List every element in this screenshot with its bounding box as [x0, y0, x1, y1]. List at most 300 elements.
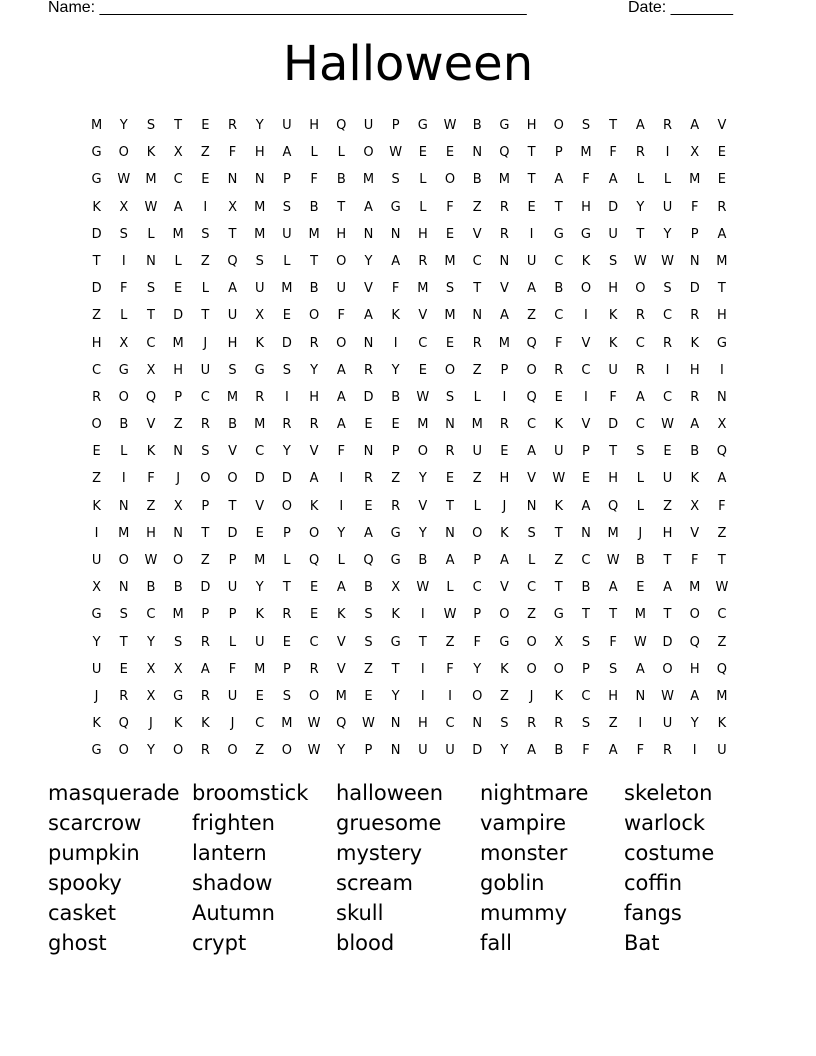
grid-letter: N — [472, 145, 483, 161]
grid-letter: R — [282, 417, 292, 433]
grid-letter: V — [717, 118, 727, 133]
word-bank-item: Bat — [624, 931, 660, 955]
grid-letter: R — [92, 389, 102, 405]
grid-letter: A — [173, 199, 183, 215]
grid-letter: X — [119, 199, 129, 215]
grid-letter: Y — [255, 580, 264, 596]
grid-letter: Z — [200, 253, 210, 269]
grid-letter: L — [337, 145, 345, 161]
grid-letter: V — [472, 226, 482, 242]
grid-letter: Z — [527, 308, 537, 324]
grid-letter: Z — [391, 471, 401, 487]
grid-letter: Q — [363, 553, 374, 568]
grid-letter: V — [499, 580, 509, 596]
grid-letter: V — [527, 471, 537, 487]
grid-letter: E — [581, 471, 591, 487]
grid-letter: H — [526, 118, 537, 133]
grid-letter: I — [584, 308, 588, 324]
grid-letter: Y — [255, 118, 264, 133]
grid-letter: E — [255, 688, 264, 704]
word-bank-item: ghost — [48, 931, 107, 955]
grid-letter: F — [609, 145, 617, 161]
grid-letter: M — [498, 172, 511, 188]
grid-letter: X — [690, 145, 700, 161]
grid-letter: N — [227, 172, 238, 188]
grid-letter: L — [310, 145, 318, 161]
grid-letter: U — [608, 226, 618, 242]
grid-letter: R — [309, 417, 319, 433]
grid-letter: T — [174, 118, 183, 133]
grid-letter: X — [92, 580, 102, 596]
grid-letter: B — [581, 580, 591, 596]
grid-letter: Z — [92, 308, 102, 324]
grid-letter: Z — [92, 471, 102, 487]
grid-letter: W — [117, 172, 131, 188]
word-bank-item: nightmare — [480, 781, 589, 805]
grid-letter: S — [609, 661, 618, 677]
grid-letter: E — [527, 199, 536, 215]
grid-letter: A — [391, 253, 401, 269]
grid-letter: H — [417, 226, 428, 242]
word-bank-item: Autumn — [192, 901, 275, 925]
grid-letter: O — [526, 362, 537, 378]
grid-letter: I — [448, 688, 452, 704]
grid-letter: K — [146, 444, 156, 460]
word-bank-item: scream — [336, 871, 413, 895]
grid-letter: K — [173, 716, 183, 732]
grid-letter: H — [227, 335, 238, 351]
grid-letter: H — [254, 145, 265, 161]
grid-letter: C — [581, 688, 591, 704]
grid-letter: S — [174, 634, 183, 650]
grid-letter: O — [281, 498, 293, 514]
grid-letter: R — [363, 362, 373, 378]
grid-letter: U — [472, 444, 482, 460]
grid-letter: P — [473, 553, 482, 568]
grid-letter: O — [336, 253, 347, 269]
grid-letter: Q — [526, 335, 537, 351]
grid-letter: N — [689, 253, 700, 269]
grid-letter: X — [146, 362, 156, 378]
grid-letter: U — [336, 281, 347, 297]
grid-letter: G — [254, 362, 265, 378]
grid-letter: L — [419, 172, 427, 188]
grid-letter: A — [635, 118, 645, 133]
grid-letter: P — [582, 444, 590, 460]
grid-letter: N — [445, 417, 455, 433]
grid-letter: K — [146, 145, 156, 161]
grid-letter: H — [608, 281, 619, 297]
grid-letter: M — [417, 281, 429, 297]
grid-letter: N — [499, 253, 510, 269]
grid-letter: I — [692, 743, 697, 759]
grid-letter: G — [91, 145, 102, 161]
grid-letter: M — [689, 172, 701, 188]
word-bank-item: costume — [624, 841, 715, 865]
grid-letter: R — [472, 335, 482, 351]
grid-letter: G — [499, 118, 510, 133]
grid-letter: B — [228, 417, 237, 433]
grid-letter: V — [418, 498, 428, 514]
grid-letter: R — [445, 444, 455, 460]
grid-letter: K — [500, 661, 509, 677]
grid-letter: C — [554, 253, 564, 269]
grid-letter: G — [499, 634, 510, 650]
grid-letter: E — [554, 389, 563, 405]
grid-letter: A — [228, 281, 237, 297]
grid-letter: E — [636, 580, 645, 596]
word-bank-item: spooky — [48, 871, 122, 895]
grid-letter: A — [581, 498, 591, 514]
grid-letter: R — [499, 417, 509, 433]
grid-letter: N — [472, 716, 483, 732]
word-bank-item: blood — [336, 931, 395, 955]
grid-letter: S — [282, 362, 292, 378]
grid-letter: T — [609, 607, 618, 623]
word-bank-item: shadow — [192, 871, 273, 895]
grid-letter: E — [201, 172, 210, 188]
grid-letter: R — [690, 308, 700, 324]
grid-letter: P — [391, 118, 400, 133]
grid-letter: O — [580, 281, 592, 297]
grid-letter: F — [446, 661, 454, 677]
grid-letter: V — [309, 444, 319, 460]
grid-letter: Y — [391, 688, 400, 704]
grid-letter: C — [146, 607, 156, 623]
grid-letter: W — [443, 607, 457, 623]
grid-letter: Y — [418, 471, 427, 487]
grid-letter: G — [118, 362, 129, 378]
grid-letter: R — [200, 688, 210, 704]
grid-letter: V — [255, 498, 265, 514]
grid-letter: N — [363, 335, 374, 351]
grid-letter: G — [580, 226, 591, 242]
grid-letter: O — [118, 145, 129, 161]
grid-letter: E — [391, 417, 400, 433]
grid-letter: L — [473, 389, 481, 405]
grid-letter: E — [309, 607, 319, 623]
grid-letter: G — [91, 172, 102, 188]
header — [48, 0, 740, 20]
grid-letter: B — [119, 417, 129, 433]
grid-letter: G — [553, 226, 564, 242]
grid-letter: R — [499, 226, 509, 242]
grid-letter: W — [661, 688, 674, 704]
grid-letter: R — [717, 199, 727, 215]
word-bank-item: fangs — [624, 901, 682, 925]
grid-letter: U — [227, 308, 238, 324]
grid-letter: P — [201, 498, 210, 514]
grid-letter: F — [310, 172, 318, 188]
grid-letter: S — [282, 688, 292, 704]
grid-letter: D — [363, 389, 374, 405]
grid-letter: M — [281, 716, 293, 732]
grid-letter: B — [635, 553, 645, 568]
grid-letter: M — [145, 172, 157, 188]
grid-letter: U — [91, 553, 102, 568]
grid-letter: T — [391, 661, 400, 677]
grid-letter: U — [608, 362, 618, 378]
word-bank-item: goblin — [480, 871, 545, 895]
grid-letter: D — [608, 417, 619, 433]
grid-letter: I — [121, 253, 126, 269]
word-bank-item: lantern — [192, 841, 267, 865]
grid-letter: L — [527, 553, 536, 568]
grid-letter: K — [581, 253, 591, 269]
grid-letter: N — [363, 226, 374, 242]
grid-letter: J — [529, 688, 534, 704]
word-bank-item: frighten — [192, 811, 275, 835]
grid-letter: M — [580, 145, 592, 161]
grid-letter: Z — [200, 553, 210, 568]
grid-letter: O — [308, 308, 320, 324]
grid-letter: W — [443, 118, 457, 133]
grid-letter: P — [282, 172, 291, 188]
grid-letter: F — [446, 199, 454, 215]
grid-letter: E — [717, 145, 727, 161]
grid-letter: T — [717, 553, 726, 568]
grid-letter: I — [638, 716, 643, 732]
word-bank-item: masquerade — [48, 781, 180, 805]
grid-letter: R — [527, 716, 537, 732]
grid-letter: H — [608, 471, 619, 487]
grid-letter: G — [173, 688, 184, 704]
grid-letter: L — [120, 444, 128, 460]
grid-letter: P — [228, 553, 237, 568]
grid-letter: M — [362, 172, 375, 188]
grid-letter: L — [283, 553, 291, 568]
grid-letter: X — [173, 498, 183, 514]
grid-letter: M — [254, 417, 266, 433]
grid-letter: I — [94, 525, 99, 541]
grid-letter: L — [201, 281, 209, 297]
grid-letter: O — [553, 118, 564, 133]
grid-letter: H — [689, 362, 700, 378]
grid-letter: S — [228, 362, 237, 378]
grid-letter: A — [554, 172, 564, 188]
grid-letter: U — [254, 634, 265, 650]
grid-letter: V — [499, 281, 509, 297]
grid-letter: O — [553, 661, 564, 677]
grid-letter: D — [200, 580, 211, 596]
grid-letter: T — [310, 253, 319, 269]
grid-letter: F — [690, 199, 699, 215]
grid-letter: Y — [418, 525, 427, 541]
grid-letter: A — [364, 525, 373, 541]
grid-letter: O — [444, 172, 456, 188]
grid-letter: R — [554, 716, 564, 732]
grid-letter: L — [419, 199, 427, 215]
grid-letter: A — [499, 308, 509, 324]
grid-letter: M — [172, 607, 184, 623]
grid-letter: L — [174, 253, 182, 269]
grid-letter: T — [663, 553, 672, 568]
grid-letter: A — [717, 226, 727, 242]
grid-letter: M — [254, 553, 266, 568]
grid-letter: B — [173, 580, 183, 596]
grid-letter: A — [364, 308, 373, 324]
grid-letter: M — [607, 525, 619, 541]
word-bank-item: skull — [336, 901, 384, 925]
grid-letter: E — [418, 145, 427, 161]
grid-letter: N — [390, 743, 401, 759]
grid-letter: M — [498, 335, 511, 351]
grid-letter: O — [227, 743, 238, 759]
grid-letter: S — [663, 281, 672, 297]
grid-letter: O — [118, 389, 129, 405]
grid-letter: Q — [336, 716, 347, 732]
grid-letter: E — [201, 118, 210, 133]
grid-letter: C — [255, 444, 265, 460]
grid-letter: I — [502, 389, 507, 405]
grid-letter: A — [635, 661, 645, 677]
grid-letter: A — [445, 553, 455, 568]
grid-letter: M — [335, 688, 347, 704]
grid-letter: H — [689, 661, 700, 677]
grid-letter: T — [228, 498, 237, 514]
grid-letter: L — [636, 172, 644, 188]
grid-letter: F — [609, 634, 617, 650]
grid-letter: S — [581, 118, 591, 133]
grid-letter: O — [526, 634, 537, 650]
grid-letter: A — [282, 145, 292, 161]
grid-letter: A — [527, 444, 537, 460]
grid-letter: X — [717, 417, 727, 433]
grid-letter: Q — [227, 253, 238, 269]
grid-letter: U — [445, 743, 455, 759]
grid-letter: Q — [689, 634, 700, 650]
grid-letter: H — [336, 226, 347, 242]
grid-letter: H — [91, 335, 102, 351]
grid-letter: F — [337, 444, 346, 460]
grid-letter: L — [228, 634, 237, 650]
grid-letter: Q — [499, 145, 510, 161]
grid-letter: C — [717, 607, 727, 623]
grid-letter: U — [418, 743, 428, 759]
grid-letter: F — [228, 661, 237, 677]
grid-letter: G — [390, 199, 401, 215]
grid-letter: H — [581, 199, 591, 215]
grid-letter: O — [444, 362, 456, 378]
grid-letter: I — [420, 607, 425, 623]
grid-letter: E — [119, 661, 128, 677]
grid-letter: N — [717, 389, 727, 405]
grid-letter: R — [391, 498, 401, 514]
grid-letter: C — [527, 417, 537, 433]
grid-letter: O — [118, 553, 129, 568]
grid-letter: A — [364, 199, 373, 215]
grid-letter: M — [716, 253, 728, 269]
grid-letter: X — [119, 335, 129, 351]
grid-letter: X — [391, 580, 401, 596]
grid-letter: S — [119, 226, 128, 242]
grid-letter: B — [336, 172, 346, 188]
grid-letter: Q — [716, 444, 728, 460]
grid-letter: W — [144, 199, 158, 215]
grid-letter: K — [92, 199, 101, 215]
grid-letter: A — [608, 172, 618, 188]
grid-letter: M — [254, 226, 266, 242]
grid-letter: C — [662, 389, 673, 405]
word-bank-item: gruesome — [336, 811, 442, 835]
grid-letter: T — [92, 253, 101, 269]
grid-letter: Y — [146, 634, 155, 650]
grid-letter: B — [554, 743, 564, 759]
grid-letter: F — [337, 308, 346, 324]
grid-letter: Q — [118, 716, 129, 732]
grid-letter: W — [661, 417, 674, 433]
grid-letter: R — [554, 362, 564, 378]
grid-letter: R — [635, 145, 645, 161]
grid-letter: A — [527, 743, 537, 759]
grid-letter: R — [255, 389, 265, 405]
grid-letter: O — [689, 607, 700, 623]
grid-letter: R — [309, 335, 319, 351]
grid-letter: N — [445, 525, 455, 541]
grid-letter: O — [173, 743, 184, 759]
grid-letter: G — [390, 634, 401, 650]
grid-letter: M — [444, 253, 456, 269]
grid-letter: A — [527, 281, 537, 297]
grid-letter: Y — [364, 253, 373, 269]
grid-letter: S — [500, 716, 509, 732]
grid-letter: U — [662, 716, 673, 732]
grid-letter: R — [282, 607, 292, 623]
grid-letter: O — [308, 525, 320, 541]
grid-letter: U — [282, 226, 292, 242]
grid-letter: M — [417, 417, 429, 433]
grid-letter: Z — [364, 661, 373, 677]
grid-letter: J — [230, 716, 235, 732]
grid-letter: Y — [119, 118, 128, 133]
grid-letter: V — [581, 417, 591, 433]
grid-letter: A — [499, 553, 509, 568]
grid-letter: A — [635, 389, 645, 405]
grid-letter: T — [717, 281, 726, 297]
grid-letter: Q — [145, 389, 157, 405]
grid-letter: K — [608, 308, 618, 324]
grid-letter: A — [336, 417, 346, 433]
grid-letter: O — [118, 743, 129, 759]
grid-letter: T — [201, 308, 210, 324]
grid-letter: C — [581, 553, 591, 568]
grid-letter: X — [173, 145, 183, 161]
grid-letter: T — [418, 634, 427, 650]
grid-letter: H — [608, 688, 619, 704]
grid-letter: J — [502, 498, 507, 514]
grid-letter: D — [91, 281, 102, 297]
grid-letter: W — [144, 553, 158, 568]
grid-letter: M — [444, 308, 456, 324]
grid-letter: O — [417, 444, 428, 460]
grid-letter: S — [119, 607, 128, 623]
grid-letter: M — [118, 525, 130, 541]
grid-letter: K — [717, 716, 727, 732]
grid-letter: Y — [310, 362, 319, 378]
word-bank-item: crypt — [192, 931, 247, 955]
grid-letter: H — [499, 471, 510, 487]
grid-letter: K — [690, 335, 699, 351]
grid-letter: L — [446, 580, 454, 596]
grid-letter: A — [690, 688, 700, 704]
grid-letter: K — [608, 335, 618, 351]
grid-letter: C — [173, 172, 183, 188]
grid-letter: E — [282, 634, 292, 650]
grid-letter: M — [281, 281, 293, 297]
grid-letter: S — [581, 634, 591, 650]
grid-letter: P — [282, 525, 291, 541]
grid-letter: Y — [663, 226, 672, 242]
